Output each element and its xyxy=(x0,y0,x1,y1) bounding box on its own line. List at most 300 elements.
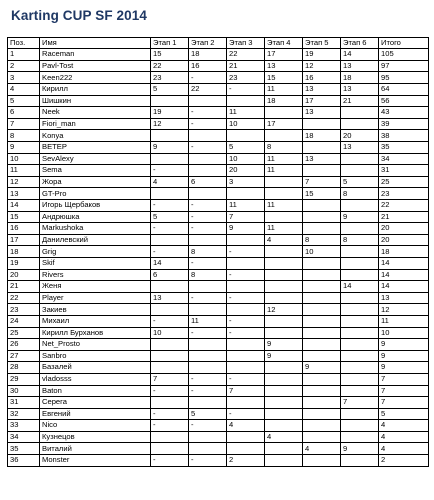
cell-stage-5 xyxy=(303,269,341,281)
cell-stage-1 xyxy=(151,431,189,443)
cell-name: Базалей xyxy=(40,362,151,374)
page-title: Karting CUP SF 2014 xyxy=(11,8,147,23)
cell-stage-5 xyxy=(303,408,341,420)
cell-stage-5: 18 xyxy=(303,130,341,142)
cell-name: Женя xyxy=(40,281,151,293)
header-position: Поз. xyxy=(8,38,40,49)
cell-stage-2: 16 xyxy=(189,60,227,72)
cell-position: 1 xyxy=(8,49,40,61)
cell-name: Sema xyxy=(40,165,151,177)
cell-position: 17 xyxy=(8,234,40,246)
cell-stage-1: 7 xyxy=(151,373,189,385)
cell-stage-2: - xyxy=(189,373,227,385)
cell-position: 33 xyxy=(8,420,40,432)
cell-stage-6 xyxy=(341,408,379,420)
table-row xyxy=(8,130,429,142)
cell-stage-4 xyxy=(265,292,303,304)
cell-stage-5 xyxy=(303,200,341,212)
cell-stage-4: 11 xyxy=(265,200,303,212)
cell-position: 8 xyxy=(8,130,40,142)
cell-stage-4: 11 xyxy=(265,165,303,177)
cell-total: 7 xyxy=(379,385,429,397)
cell-name: Виталий xyxy=(40,443,151,455)
cell-stage-5: 7 xyxy=(303,176,341,188)
cell-position: 5 xyxy=(8,95,40,107)
cell-stage-4: 11 xyxy=(265,223,303,235)
header-stage-1: Этап 1 xyxy=(151,38,189,49)
cell-stage-2 xyxy=(189,350,227,362)
table-row xyxy=(8,350,429,362)
cell-stage-6 xyxy=(341,269,379,281)
cell-stage-4 xyxy=(265,281,303,293)
cell-stage-1: - xyxy=(151,165,189,177)
cell-stage-6 xyxy=(341,153,379,165)
cell-stage-3: 11 xyxy=(227,107,265,119)
cell-stage-4 xyxy=(265,420,303,432)
cell-stage-6: 13 xyxy=(341,60,379,72)
cell-stage-3 xyxy=(227,234,265,246)
cell-position: 14 xyxy=(8,200,40,212)
cell-name: Шишкин xyxy=(40,95,151,107)
cell-stage-4 xyxy=(265,327,303,339)
table-row xyxy=(8,292,429,304)
cell-total: 4 xyxy=(379,431,429,443)
cell-stage-2: - xyxy=(189,292,227,304)
cell-name: Net_Prosto xyxy=(40,339,151,351)
cell-stage-5: 15 xyxy=(303,188,341,200)
cell-total: 20 xyxy=(379,234,429,246)
cell-total: 18 xyxy=(379,246,429,258)
cell-stage-1 xyxy=(151,234,189,246)
cell-total: 14 xyxy=(379,281,429,293)
cell-stage-2 xyxy=(189,188,227,200)
cell-stage-1 xyxy=(151,281,189,293)
cell-stage-4: 4 xyxy=(265,431,303,443)
cell-position: 28 xyxy=(8,362,40,374)
cell-stage-4 xyxy=(265,107,303,119)
cell-stage-3: 4 xyxy=(227,420,265,432)
cell-total: 9 xyxy=(379,339,429,351)
cell-stage-5 xyxy=(303,165,341,177)
cell-stage-1 xyxy=(151,153,189,165)
cell-stage-4 xyxy=(265,269,303,281)
cell-total: 14 xyxy=(379,269,429,281)
cell-stage-5 xyxy=(303,431,341,443)
cell-position: 9 xyxy=(8,142,40,154)
cell-stage-3: - xyxy=(227,327,265,339)
cell-name: Серега xyxy=(40,397,151,409)
cell-position: 3 xyxy=(8,72,40,84)
cell-stage-6: 7 xyxy=(341,397,379,409)
cell-stage-1: - xyxy=(151,246,189,258)
cell-stage-2 xyxy=(189,431,227,443)
cell-stage-5: 17 xyxy=(303,95,341,107)
cell-position: 11 xyxy=(8,165,40,177)
table-row xyxy=(8,455,429,467)
cell-stage-5 xyxy=(303,223,341,235)
cell-stage-2 xyxy=(189,397,227,409)
cell-total: 43 xyxy=(379,107,429,119)
table-row xyxy=(8,188,429,200)
cell-name: SevAlexy xyxy=(40,153,151,165)
header-total: Итого xyxy=(379,38,429,49)
cell-position: 12 xyxy=(8,176,40,188)
cell-total: 4 xyxy=(379,420,429,432)
cell-position: 19 xyxy=(8,257,40,269)
table-row xyxy=(8,118,429,130)
cell-total: 2 xyxy=(379,455,429,467)
cell-name: Baton xyxy=(40,385,151,397)
results-table xyxy=(7,37,429,467)
cell-stage-1: 10 xyxy=(151,327,189,339)
cell-name: Konya xyxy=(40,130,151,142)
cell-stage-5 xyxy=(303,118,341,130)
cell-stage-4: 17 xyxy=(265,49,303,61)
cell-stage-6 xyxy=(341,246,379,258)
cell-stage-4: 13 xyxy=(265,60,303,72)
cell-stage-5 xyxy=(303,304,341,316)
cell-stage-3: 11 xyxy=(227,200,265,212)
cell-total: 7 xyxy=(379,397,429,409)
header-stage-2: Этап 2 xyxy=(189,38,227,49)
cell-stage-4: 17 xyxy=(265,118,303,130)
cell-stage-6 xyxy=(341,223,379,235)
cell-stage-1: 23 xyxy=(151,72,189,84)
cell-stage-5 xyxy=(303,339,341,351)
table-row xyxy=(8,165,429,177)
table-row xyxy=(8,176,429,188)
cell-stage-6: 14 xyxy=(341,49,379,61)
cell-stage-4 xyxy=(265,443,303,455)
cell-stage-5 xyxy=(303,420,341,432)
cell-name: Rivers xyxy=(40,269,151,281)
cell-stage-2: 8 xyxy=(189,246,227,258)
cell-position: 27 xyxy=(8,350,40,362)
cell-stage-3: 7 xyxy=(227,385,265,397)
cell-stage-2: 5 xyxy=(189,408,227,420)
cell-total: 5 xyxy=(379,408,429,420)
cell-name: Grig xyxy=(40,246,151,258)
cell-stage-2: 22 xyxy=(189,84,227,96)
cell-stage-5 xyxy=(303,385,341,397)
cell-total: 39 xyxy=(379,118,429,130)
cell-stage-1: 13 xyxy=(151,292,189,304)
cell-stage-4 xyxy=(265,385,303,397)
cell-stage-3: 10 xyxy=(227,153,265,165)
cell-stage-6 xyxy=(341,292,379,304)
cell-position: 35 xyxy=(8,443,40,455)
cell-total: 20 xyxy=(379,223,429,235)
cell-stage-4 xyxy=(265,362,303,374)
cell-stage-4 xyxy=(265,188,303,200)
cell-stage-3: 9 xyxy=(227,223,265,235)
cell-stage-2 xyxy=(189,153,227,165)
cell-name: GT-Pro xyxy=(40,188,151,200)
header-name: Имя xyxy=(40,38,151,49)
cell-stage-3 xyxy=(227,431,265,443)
cell-total: 4 xyxy=(379,443,429,455)
cell-position: 15 xyxy=(8,211,40,223)
cell-stage-2: - xyxy=(189,455,227,467)
cell-stage-3 xyxy=(227,339,265,351)
cell-stage-3 xyxy=(227,304,265,316)
cell-stage-4: 9 xyxy=(265,350,303,362)
cell-total: 97 xyxy=(379,60,429,72)
cell-name: Monster xyxy=(40,455,151,467)
table-row xyxy=(8,49,429,61)
cell-stage-1: 9 xyxy=(151,142,189,154)
cell-position: 4 xyxy=(8,84,40,96)
cell-stage-4: 11 xyxy=(265,84,303,96)
cell-stage-6: 9 xyxy=(341,211,379,223)
cell-total: 7 xyxy=(379,373,429,385)
cell-total: 35 xyxy=(379,142,429,154)
cell-stage-3: - xyxy=(227,315,265,327)
cell-stage-5: 19 xyxy=(303,49,341,61)
cell-position: 36 xyxy=(8,455,40,467)
cell-name: Жора xyxy=(40,176,151,188)
cell-stage-5: 13 xyxy=(303,84,341,96)
cell-total: 23 xyxy=(379,188,429,200)
cell-stage-3: 3 xyxy=(227,176,265,188)
table-row xyxy=(8,431,429,443)
cell-name: Keen222 xyxy=(40,72,151,84)
cell-name: Михаил xyxy=(40,315,151,327)
cell-position: 21 xyxy=(8,281,40,293)
cell-stage-2: 6 xyxy=(189,176,227,188)
cell-stage-6 xyxy=(341,362,379,374)
cell-stage-3: 7 xyxy=(227,211,265,223)
cell-position: 20 xyxy=(8,269,40,281)
cell-stage-1: - xyxy=(151,200,189,212)
cell-position: 18 xyxy=(8,246,40,258)
cell-total: 14 xyxy=(379,257,429,269)
cell-name: Sanbro xyxy=(40,350,151,362)
table-row xyxy=(8,246,429,258)
cell-stage-2 xyxy=(189,130,227,142)
cell-stage-6 xyxy=(341,257,379,269)
cell-stage-2 xyxy=(189,165,227,177)
cell-name: Skif xyxy=(40,257,151,269)
cell-total: 56 xyxy=(379,95,429,107)
cell-stage-1 xyxy=(151,188,189,200)
cell-stage-3: - xyxy=(227,373,265,385)
cell-stage-5 xyxy=(303,257,341,269)
cell-stage-6 xyxy=(341,304,379,316)
cell-stage-1 xyxy=(151,95,189,107)
cell-stage-5 xyxy=(303,281,341,293)
cell-stage-2: - xyxy=(189,327,227,339)
cell-stage-1 xyxy=(151,443,189,455)
cell-total: 25 xyxy=(379,176,429,188)
header-stage-5: Этап 5 xyxy=(303,38,341,49)
cell-stage-6: 8 xyxy=(341,188,379,200)
cell-stage-2: - xyxy=(189,385,227,397)
cell-stage-5 xyxy=(303,327,341,339)
cell-stage-5 xyxy=(303,315,341,327)
cell-name: Игорь Щербаков xyxy=(40,200,151,212)
cell-stage-6 xyxy=(341,327,379,339)
cell-stage-5 xyxy=(303,142,341,154)
cell-position: 16 xyxy=(8,223,40,235)
table-row xyxy=(8,223,429,235)
cell-stage-3: 23 xyxy=(227,72,265,84)
table-row xyxy=(8,408,429,420)
cell-stage-1 xyxy=(151,397,189,409)
cell-stage-6 xyxy=(341,200,379,212)
header-stage-6: Этап 6 xyxy=(341,38,379,49)
cell-stage-1 xyxy=(151,350,189,362)
table-row xyxy=(8,95,429,107)
cell-stage-2 xyxy=(189,95,227,107)
cell-stage-6 xyxy=(341,431,379,443)
cell-stage-4 xyxy=(265,211,303,223)
cell-stage-3 xyxy=(227,362,265,374)
table-row xyxy=(8,72,429,84)
cell-stage-2: - xyxy=(189,72,227,84)
cell-stage-5 xyxy=(303,397,341,409)
cell-stage-3: - xyxy=(227,246,265,258)
cell-total: 95 xyxy=(379,72,429,84)
cell-stage-5 xyxy=(303,373,341,385)
cell-name: vladosss xyxy=(40,373,151,385)
cell-stage-5 xyxy=(303,350,341,362)
cell-stage-1 xyxy=(151,130,189,142)
table-row xyxy=(8,373,429,385)
cell-total: 11 xyxy=(379,315,429,327)
cell-stage-4 xyxy=(265,315,303,327)
cell-stage-6: 5 xyxy=(341,176,379,188)
cell-stage-1: 15 xyxy=(151,49,189,61)
cell-stage-1 xyxy=(151,304,189,316)
cell-stage-5 xyxy=(303,292,341,304)
cell-stage-6 xyxy=(341,350,379,362)
cell-stage-5: 16 xyxy=(303,72,341,84)
cell-total: 9 xyxy=(379,362,429,374)
cell-stage-5 xyxy=(303,211,341,223)
cell-stage-1: - xyxy=(151,385,189,397)
cell-stage-6: 20 xyxy=(341,130,379,142)
table-row xyxy=(8,339,429,351)
cell-position: 22 xyxy=(8,292,40,304)
cell-stage-3: - xyxy=(227,84,265,96)
cell-stage-4 xyxy=(265,176,303,188)
cell-stage-2: - xyxy=(189,200,227,212)
table-row xyxy=(8,315,429,327)
cell-position: 13 xyxy=(8,188,40,200)
cell-stage-3: 2 xyxy=(227,455,265,467)
cell-stage-3 xyxy=(227,350,265,362)
cell-name: Закиев xyxy=(40,304,151,316)
cell-stage-6 xyxy=(341,385,379,397)
cell-stage-6 xyxy=(341,455,379,467)
cell-name: Player xyxy=(40,292,151,304)
cell-stage-6: 13 xyxy=(341,84,379,96)
cell-stage-6 xyxy=(341,165,379,177)
cell-stage-1: - xyxy=(151,455,189,467)
cell-stage-3: 22 xyxy=(227,49,265,61)
table-row xyxy=(8,397,429,409)
cell-total: 31 xyxy=(379,165,429,177)
cell-stage-4: 15 xyxy=(265,72,303,84)
header-stage-3: Этап 3 xyxy=(227,38,265,49)
cell-stage-6 xyxy=(341,373,379,385)
cell-stage-2 xyxy=(189,339,227,351)
cell-name: Raceman xyxy=(40,49,151,61)
cell-position: 25 xyxy=(8,327,40,339)
cell-stage-6 xyxy=(341,420,379,432)
cell-stage-4: 8 xyxy=(265,142,303,154)
cell-stage-3 xyxy=(227,443,265,455)
cell-stage-3: 20 xyxy=(227,165,265,177)
cell-stage-4: 12 xyxy=(265,304,303,316)
cell-position: 24 xyxy=(8,315,40,327)
cell-stage-2 xyxy=(189,362,227,374)
cell-total: 22 xyxy=(379,200,429,212)
cell-stage-4: 11 xyxy=(265,153,303,165)
cell-stage-2: 8 xyxy=(189,269,227,281)
cell-total: 105 xyxy=(379,49,429,61)
cell-stage-5: 12 xyxy=(303,60,341,72)
cell-stage-3 xyxy=(227,257,265,269)
cell-name: Pavl-Tost xyxy=(40,60,151,72)
table-row xyxy=(8,362,429,374)
table-row xyxy=(8,269,429,281)
cell-stage-5: 8 xyxy=(303,234,341,246)
cell-total: 10 xyxy=(379,327,429,339)
cell-stage-4 xyxy=(265,408,303,420)
cell-total: 34 xyxy=(379,153,429,165)
table-row xyxy=(8,385,429,397)
cell-stage-4 xyxy=(265,397,303,409)
cell-stage-5 xyxy=(303,455,341,467)
cell-stage-5: 9 xyxy=(303,362,341,374)
cell-stage-3 xyxy=(227,95,265,107)
cell-stage-3: - xyxy=(227,269,265,281)
cell-stage-3: 10 xyxy=(227,118,265,130)
cell-stage-6 xyxy=(341,339,379,351)
cell-position: 30 xyxy=(8,385,40,397)
cell-stage-5: 13 xyxy=(303,153,341,165)
cell-position: 7 xyxy=(8,118,40,130)
cell-stage-2: - xyxy=(189,257,227,269)
cell-stage-2: - xyxy=(189,223,227,235)
cell-stage-2 xyxy=(189,443,227,455)
cell-stage-4 xyxy=(265,373,303,385)
cell-stage-4 xyxy=(265,130,303,142)
cell-total: 21 xyxy=(379,211,429,223)
cell-stage-1: 5 xyxy=(151,211,189,223)
cell-name: Евгений xyxy=(40,408,151,420)
cell-total: 13 xyxy=(379,292,429,304)
cell-stage-3 xyxy=(227,188,265,200)
table-row xyxy=(8,211,429,223)
table-row xyxy=(8,420,429,432)
cell-position: 32 xyxy=(8,408,40,420)
cell-name: Кирилл xyxy=(40,84,151,96)
cell-stage-6 xyxy=(341,315,379,327)
cell-stage-1: 6 xyxy=(151,269,189,281)
cell-stage-5: 10 xyxy=(303,246,341,258)
cell-stage-2 xyxy=(189,304,227,316)
cell-position: 2 xyxy=(8,60,40,72)
cell-stage-1: 12 xyxy=(151,118,189,130)
cell-stage-6 xyxy=(341,118,379,130)
table-row xyxy=(8,281,429,293)
cell-name: ВЕТЕР xyxy=(40,142,151,154)
table-row xyxy=(8,443,429,455)
table-row xyxy=(8,84,429,96)
